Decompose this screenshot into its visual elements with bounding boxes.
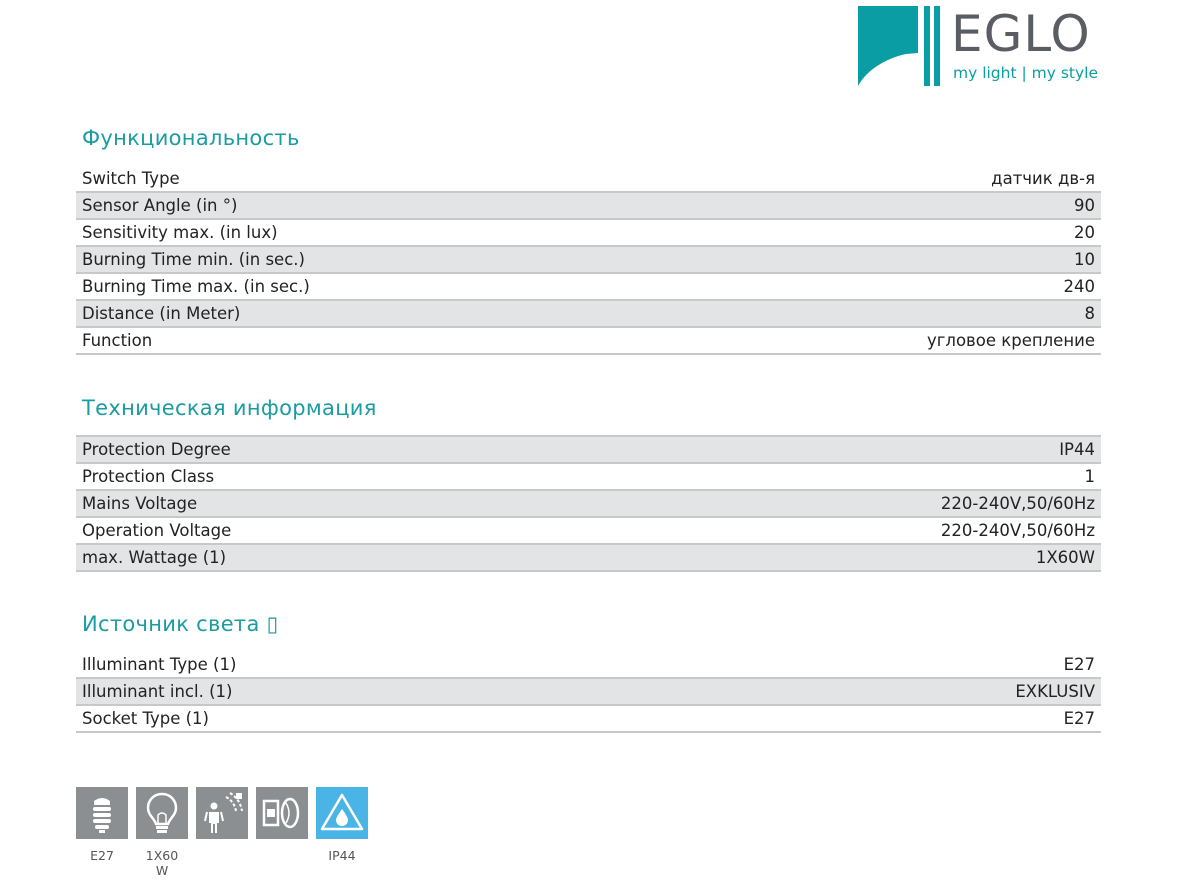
spec-label: Illuminant incl. (1)	[82, 682, 233, 701]
spec-value: 1	[1084, 467, 1095, 486]
spec-value: 220-240V,50/60Hz	[940, 494, 1095, 513]
spec-row	[76, 220, 1101, 247]
motion-sensor-icon	[196, 787, 248, 839]
spec-label: Burning Time min. (in sec.)	[82, 250, 305, 269]
spec-table-light-source	[76, 652, 1101, 733]
spec-row	[76, 328, 1101, 355]
spec-value: 20	[1074, 223, 1095, 242]
spec-value: 240	[1063, 277, 1095, 296]
eglo-logo-icon	[858, 6, 940, 86]
brand-logo	[858, 6, 1108, 88]
spec-label: Protection Class	[82, 467, 215, 486]
spec-row	[76, 274, 1101, 301]
spec-label: Function	[82, 331, 153, 350]
spec-value: IP44	[1059, 440, 1095, 459]
spec-label: Sensor Angle (in °)	[82, 196, 238, 215]
spec-label: Mains Voltage	[82, 494, 198, 513]
spec-value: E27	[1063, 709, 1095, 728]
spec-row	[76, 706, 1101, 733]
spec-row	[76, 166, 1101, 193]
spec-row	[76, 518, 1101, 545]
spec-label: Protection Degree	[82, 440, 231, 459]
spec-value: 90	[1074, 196, 1095, 215]
spec-value: угловое крепление	[926, 331, 1095, 350]
spec-row	[76, 437, 1101, 464]
spec-label: Socket Type (1)	[82, 709, 209, 728]
brand-tagline: my light | my style	[953, 64, 1098, 82]
spec-label: Illuminant Type (1)	[82, 655, 237, 674]
spec-value: 1X60W	[1035, 548, 1095, 567]
bulb-icon-label: 1X60 W	[145, 848, 179, 878]
spec-row	[76, 301, 1101, 328]
spec-row	[76, 545, 1101, 572]
corner-mount-icon	[256, 787, 308, 839]
spec-row	[76, 491, 1101, 518]
section-title-technical-info: Техническая информация	[82, 396, 377, 420]
socket-icon	[76, 787, 128, 839]
spec-value: 8	[1084, 304, 1095, 323]
spec-row	[76, 652, 1101, 679]
spec-label: Distance (in Meter)	[82, 304, 241, 323]
spec-table-functionality	[76, 166, 1101, 355]
spec-value: 220-240V,50/60Hz	[940, 521, 1095, 540]
spec-label: Burning Time max. (in sec.)	[82, 277, 310, 296]
brand-name: EGLO	[951, 5, 1091, 63]
spec-label: Switch Type	[82, 169, 180, 188]
spec-value: 10	[1074, 250, 1095, 269]
spec-row	[76, 679, 1101, 706]
spec-value: E27	[1063, 655, 1095, 674]
bulb-icon	[136, 787, 188, 839]
spec-value: датчик дв-я	[991, 169, 1095, 188]
socket-icon-label: E27	[90, 848, 114, 863]
spec-row	[76, 464, 1101, 491]
spec-label: Operation Voltage	[82, 521, 232, 540]
spec-label: max. Wattage (1)	[82, 548, 227, 567]
spec-label: Sensitivity max. (in lux)	[82, 223, 278, 242]
spec-row	[76, 247, 1101, 274]
water-drop-icon-label: IP44	[328, 848, 356, 863]
section-title-functionality: Функциональность	[82, 126, 300, 150]
section-title-light-source: Источник света ▯	[82, 612, 279, 636]
spec-table-technical-info	[76, 435, 1101, 572]
spec-value: EXKLUSIV	[1015, 682, 1095, 701]
water-drop-icon	[316, 787, 368, 839]
spec-row	[76, 193, 1101, 220]
